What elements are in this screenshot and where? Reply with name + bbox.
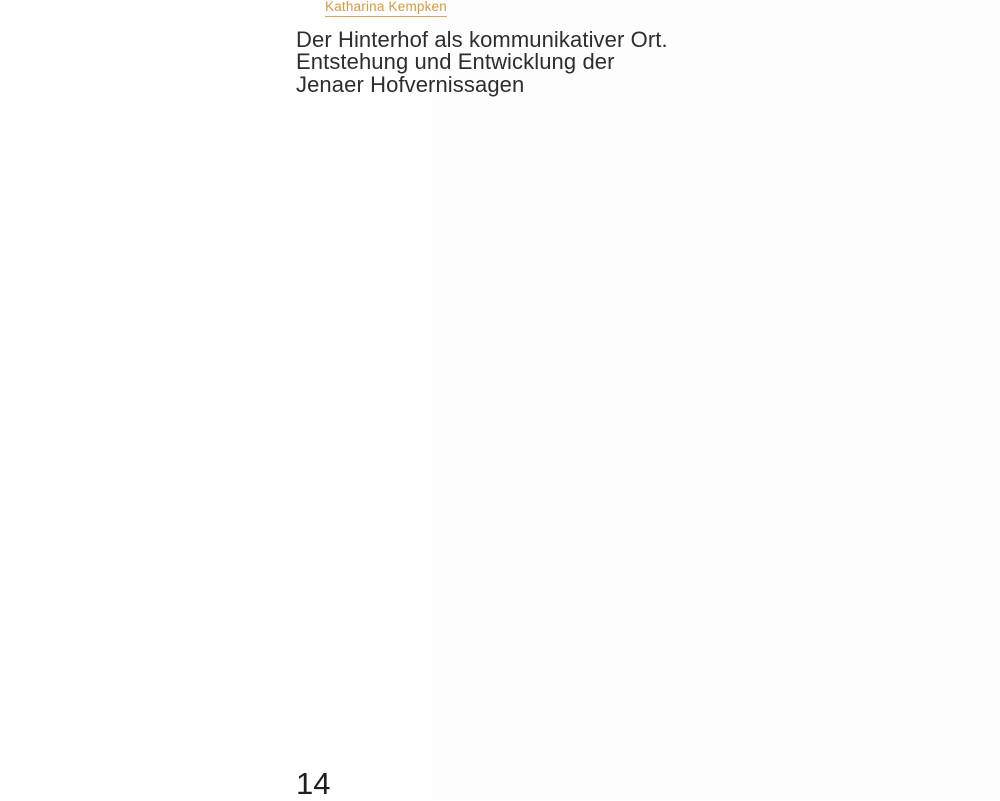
right-page-shade	[432, 0, 1000, 800]
author-link[interactable]: Katharina Kempken	[325, 0, 447, 17]
chapter-title-line-3: Jenaer Hofvernissagen	[296, 71, 525, 97]
chapter-title	[296, 29, 668, 96]
chapter-title-line-2: Entstehung und Entwicklung der	[296, 49, 615, 75]
page-number: 14	[296, 766, 331, 801]
chapter-title-line-1: Der Hinterhof als kommunikativer Ort.	[296, 27, 668, 52]
